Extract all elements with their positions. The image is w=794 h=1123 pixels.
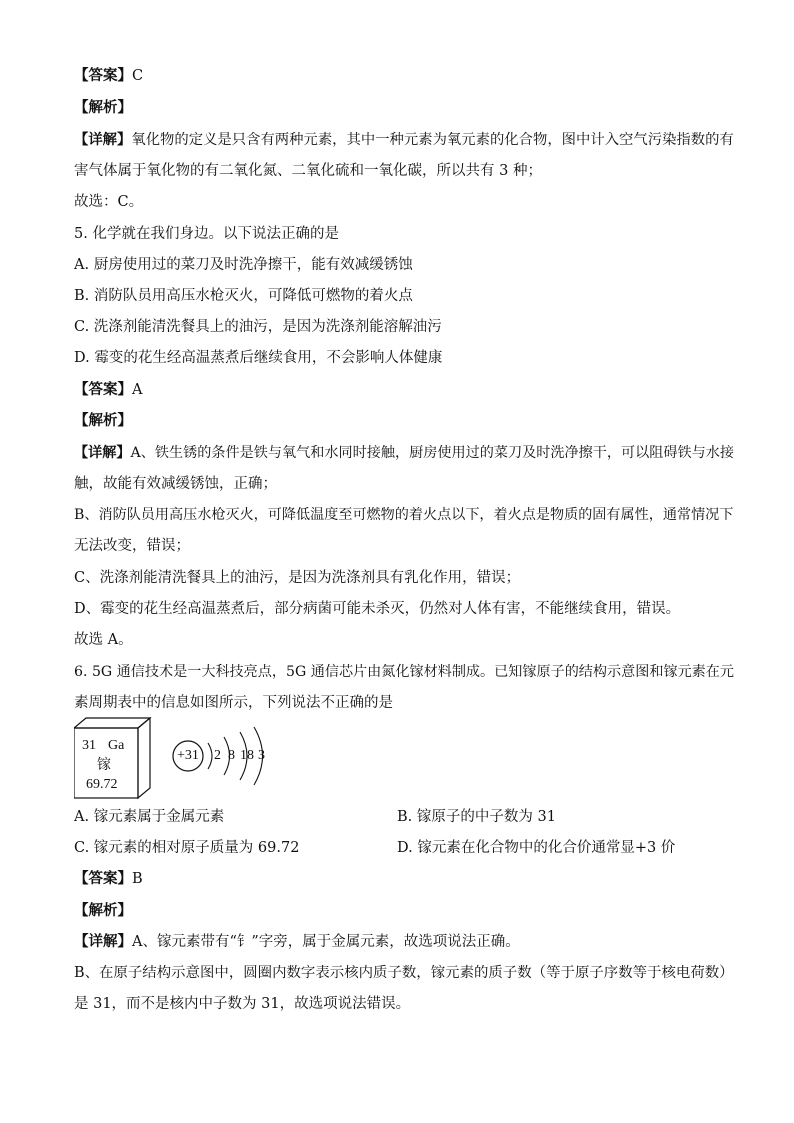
q6-detail-a: 【详解】A、镓元素带有“钅”字旁，属于金属元素，故选项说法正确。 [74, 934, 520, 950]
q5-detail-a-line-2: 触，故能有效减缓锈蚀，正确； [74, 476, 277, 492]
q5-option-d: D. 霉变的花生经高温蒸煮后继续食用，不会影响人体健康 [74, 350, 443, 366]
element-symbol: Ga [108, 738, 125, 753]
answer-value: A [132, 382, 143, 398]
q6-stem-line-2: 素周期表中的信息如图所示，下列说法不正确的是 [74, 695, 393, 711]
q4-choice: 故选：C。 [74, 194, 144, 210]
q5-option-a: A. 厨房使用过的菜刀及时洗净擦干，能有效减缓锈蚀 [74, 257, 413, 273]
answer-tag: 【答案】 [74, 68, 132, 84]
q5-detail-b-line-2: 无法改变，错误； [74, 538, 190, 554]
shell-4-electrons: 3 [258, 748, 265, 763]
q5-option-c: C. 洗涤剂能清洗餐具上的油污，是因为洗涤剂能溶解油污 [74, 319, 442, 335]
nucleus-charge: +31 [177, 748, 199, 763]
q4-detail-line-1: 【详解】氧化物的定义是只含有两种元素，其中一种元素为氧元素的化合物，图中计入空气污染指数的有 [74, 132, 734, 148]
atomic-number: 31 [82, 738, 96, 753]
q4-analysis-tag: 【解析】 [74, 100, 132, 116]
gallium-figure [74, 716, 274, 800]
shell-2-electrons: 8 [228, 748, 235, 763]
q4-detail-line-2: 害气体属于氧化物的有二氧化氮、二氧化硫和一氧化碳，所以共有 3 种； [74, 163, 542, 179]
answer-value: C [132, 68, 144, 84]
element-name: 镓 [97, 758, 111, 773]
atomic-mass: 69.72 [86, 777, 118, 792]
shell-1-electrons: 2 [214, 748, 221, 763]
q6-option-c: C. 镓元素的相对原子质量为 69.72 [74, 840, 300, 856]
q5-detail-d: D、霉变的花生经高温蒸煮后，部分病菌可能未杀灭，仍然对人体有害，不能继续食用，错误。 [74, 601, 681, 617]
q5-detail-b-line-1: B、消防队员用高压水枪灭火，可降低温度至可燃物的着火点以下，着火点是物质的固有属性，通常情况下 [74, 507, 734, 523]
q6-answer-line: 【答案】B [74, 871, 143, 887]
detail-tag: 【详解】 [74, 132, 132, 148]
q5-choice: 故选 A。 [74, 632, 133, 648]
q6-option-b: B. 镓原子的中子数为 31 [397, 809, 556, 825]
q4-answer-line [74, 66, 734, 86]
q6-option-d: D. 镓元素在化合物中的化合价通常显+3 价 [397, 840, 676, 856]
q5-detail-c: C、洗涤剂能清洗餐具上的油污，是因为洗涤剂具有乳化作用，错误； [74, 570, 521, 586]
q5-answer-line: 【答案】A [74, 382, 143, 398]
q5-analysis-tag: 【解析】 [74, 413, 132, 429]
q6-detail-b-line-2: 是 31，而不是核内中子数为 31，故选项说法错误。 [74, 996, 411, 1012]
q6-detail-b-line-1: B、在原子结构示意图中，圆圈内数字表示核内质子数，镓元素的质子数（等于原子序数等于核电荷数） [74, 965, 734, 981]
q6-stem-line-1: 6. 5G 通信技术是一大科技亮点，5G 通信芯片由氮化镓材料制成。已知镓原子的结构示意图和镓元素在元 [74, 664, 735, 680]
answer-value: B [132, 871, 143, 887]
q5-stem: 5. 化学就在我们身边。以下说法正确的是 [74, 226, 339, 242]
q5-option-b: B. 消防队员用高压水枪灭火，可降低可燃物的着火点 [74, 288, 413, 304]
q6-analysis-tag: 【解析】 [74, 903, 132, 919]
q6-option-a: A. 镓元素属于金属元素 [74, 809, 225, 825]
shell-3-electrons: 18 [240, 748, 254, 763]
q5-detail-a-line-1: 【详解】A、铁生锈的条件是铁与氧气和水同时接触，厨房使用过的菜刀及时洗净擦干，可以阻碍铁与水接 [74, 445, 734, 461]
